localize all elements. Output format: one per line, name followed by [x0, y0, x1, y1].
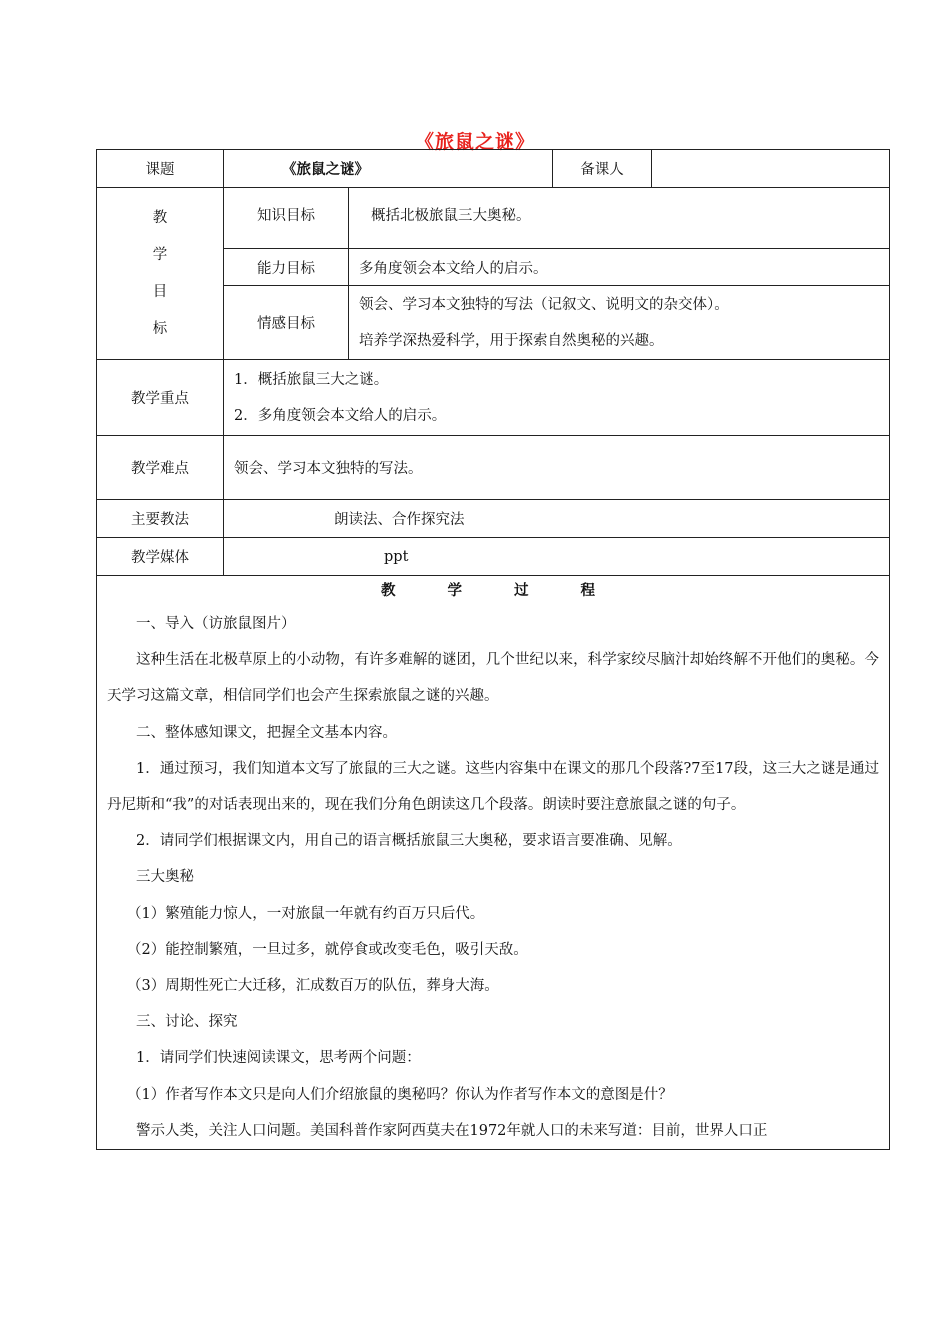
emotion-objective-line: 领会、学习本文独特的写法（记叙文、说明文的杂交体）。: [359, 296, 729, 313]
process-paragraph: （1）作者写作本文只是向人们介绍旅鼠的奥秘吗？你认为作者写作本文的意图是什？: [127, 1086, 673, 1103]
preparer-value: [652, 150, 890, 188]
methods-row: [97, 500, 890, 538]
process-paragraph: 二、整体感知课文，把握全文基本内容。: [136, 724, 397, 741]
process-paragraph: 三、讨论、探究: [136, 1014, 238, 1031]
objectives-label-char: 标: [152, 320, 168, 337]
topic-value: 《旅鼠之谜》: [224, 150, 553, 188]
media-label: 教学媒体: [97, 538, 224, 576]
ability-objective-label: 能力目标: [224, 249, 349, 286]
objectives-label-char: 教: [152, 209, 168, 226]
ability-objective-text: 多角度领会本文给人的启示。: [349, 249, 890, 286]
knowledge-objective-text: 概括北极旅鼠三大奥秘。: [349, 188, 890, 249]
difficulty-text: 领会、学习本文独特的写法。: [224, 436, 890, 500]
methods-label: 主要教法: [97, 500, 224, 538]
process-heading: [97, 576, 879, 606]
objectives-label: [97, 188, 224, 360]
key-points-label: 教学重点: [97, 360, 224, 436]
objective-row-knowledge: [97, 188, 890, 249]
document-title: 《旅鼠之谜》: [414, 131, 535, 153]
process-heading-char: 程: [580, 583, 595, 599]
key-points-row: [97, 360, 890, 436]
topic-row: [97, 150, 890, 188]
difficulty-row: [97, 436, 890, 500]
emotion-objective-text: [349, 286, 890, 360]
media-row: [97, 538, 890, 576]
process-paragraph: 警示人类，关注人口问题。美国科普作家阿西莫夫在1972年就人口的未来写道：目前，世界人口正: [136, 1122, 768, 1139]
process-paragraph: 1．通过预习，我们知道本文写了旅鼠的三大之谜。这些内容集中在课文的那几个段落?7至17段，这三大之谜是通过丹尼斯和“我”的对话表现出来的，现在我们分角色朗读这几个段落。朗读时要注意旅鼠之谜的句子。: [107, 760, 879, 814]
process-paragraph: 这种生活在北极草原上的小动物，有许多难解的谜团，几个世纪以来，科学家绞尽脑汁却始终解不开他们的奥秘。今天学习这篇文章，相信同学们也会产生探索旅鼠之谜的兴趣。: [107, 652, 879, 705]
objectives-label-char: 学: [152, 246, 168, 263]
key-point-line: 2．多角度领会本文给人的启示。: [234, 407, 447, 424]
process-paragraph: 一、导入（访旅鼠图片）: [136, 616, 296, 632]
process-row: [97, 576, 890, 1150]
difficulty-label: 教学难点: [97, 436, 224, 500]
topic-label: 课题: [97, 150, 224, 188]
process-heading-char: 教: [381, 583, 396, 599]
key-points-text: [224, 360, 890, 436]
process-cell: [97, 576, 890, 1150]
process-paragraph: 1．请同学们快速阅读课文，思考两个问题：: [136, 1050, 421, 1067]
process-heading-char: 学: [447, 583, 462, 599]
process-paragraph: （1）繁殖能力惊人，一对旅鼠一年就有约百万只后代。: [127, 905, 485, 922]
process-paragraph: 2．请同学们根据课文内，用自己的语言概括旅鼠三大奥秘，要求语言要准确、见解。: [136, 833, 682, 850]
emotion-objective-label: 情感目标: [224, 286, 349, 360]
process-paragraph: 三大奥秘: [136, 869, 194, 886]
process-body: [97, 606, 879, 1149]
process-paragraph: （3）周期性死亡大迁移，汇成数百万的队伍，葬身大海。: [127, 978, 499, 995]
process-heading-char: 过: [514, 583, 529, 599]
objectives-label-char: 目: [152, 283, 168, 300]
key-point-line: 1．概括旅鼠三大之谜。: [234, 371, 389, 388]
process-paragraph: （2）能控制繁殖，一旦过多，就停食或改变毛色，吸引天敌。: [127, 941, 528, 958]
media-text: ppt: [224, 538, 890, 576]
emotion-objective-line: 培养学深热爱科学，用于探索自然奥秘的兴趣。: [359, 332, 664, 349]
knowledge-objective-label: 知识目标: [224, 188, 349, 249]
preparer-label: 备课人: [553, 150, 652, 188]
methods-text: 朗读法、合作探究法: [224, 500, 890, 538]
lesson-plan-table: [96, 149, 890, 1150]
